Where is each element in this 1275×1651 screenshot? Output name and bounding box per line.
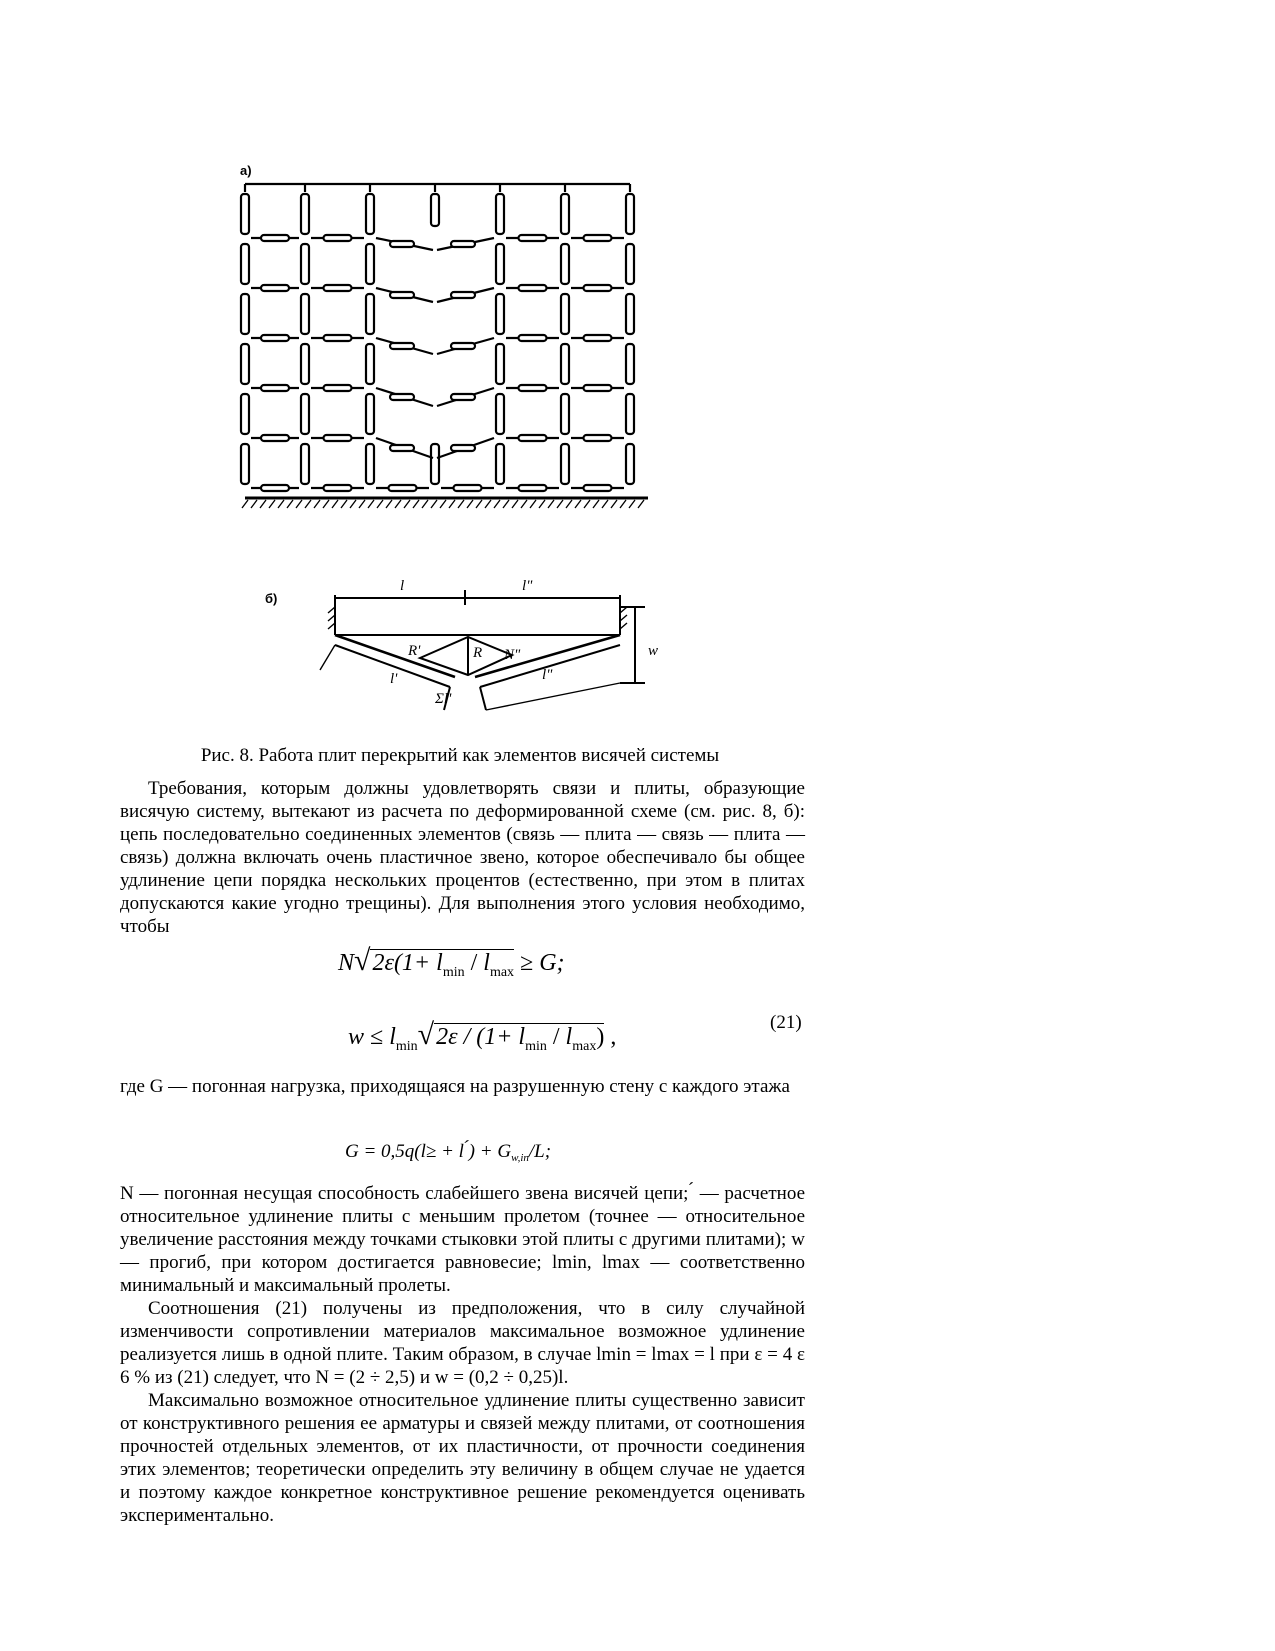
wall-panel [496,294,504,334]
hatch-stroke [422,500,428,508]
slab-joint [324,285,352,291]
sqrt-sign-1: √ [354,944,371,977]
eq2-rad-a: 2ε / (1+ [436,1024,519,1050]
eq2-max-sub: max [572,1039,597,1054]
wall-panel [366,194,374,234]
wall-panel [366,244,374,284]
wall-panel [301,294,309,334]
hatch-stroke [521,500,527,508]
slab-joint [519,385,547,391]
slab-joint [261,335,289,341]
slab-joint [584,285,612,291]
wall-panel [241,444,249,484]
hatch-stroke [593,500,599,508]
eq2-slash: / [546,1024,566,1050]
paragraph-max-elongation: Максимально возможное относительное удлинение плиты существенно зависит от конструктивного решения ее арматуры и связей между плитами, от соотношения прочностей отдельных элементов, от их пластичности, от прочности соединения этих элементов; теоретически определить эту величину в общем случае не удается и поэтому каждое конкретное конструктивное решение рекомендуется оценивать экспериментально. [120,1390,805,1526]
hatch-stroke [467,500,473,508]
hatch-stroke [287,500,293,508]
eq2-min-sub-a: min [395,1039,418,1054]
hatch-stroke [566,500,572,508]
slab-joint [390,241,414,247]
slab-joint [261,285,289,291]
g-formula [345,1141,551,1164]
figure-b [260,575,680,735]
slab-joint [519,285,547,291]
eq2-w: w [348,1024,365,1050]
equation-2 [348,1018,616,1055]
wall-panel [366,444,374,484]
slab-joint [324,435,352,441]
slab-joint [261,385,289,391]
wall-panel [626,444,634,484]
wall-panel [366,294,374,334]
g-formula-b: q(l≥ + l ́) [404,1141,476,1162]
paragraph-requirements: Требования, которым должны удовлетворять связи и плиты, образующие висячую систему, вытекают из расчета по деформированной схеме (см. рис. 8, б): цепь последовательно соединенных элементов (связь — плита — связь — плита — связь) должна включать очень пластичное звено, которое обеспечивало бы общее удлинение цепи порядка нескольких процентов (естественно, при этом в плитах допускаются какие угодно трещины). Для выполнения этого условия необходимо, чтобы [120,778,805,937]
hatch-stroke [350,500,356,508]
eq1-rad-a: 2ε(1+ [372,950,437,976]
eq1-rhs: ≥ G; [514,950,565,976]
hatch-stroke [251,500,257,508]
slab-joint [324,485,352,491]
paragraph-notation: N — погонная несущая способность слабейшего звена висячей цепи; ́ — расчетное относительное удлинение плиты с меньшим пролетом (точнее — относительное увеличение расстояния между точками стыковки этой плиты с другими плитами); w — прогиб, при котором достигается равновесие; lmin, lmax — соответственно минимальный и максимальный пролеты. [120,1183,805,1296]
wall-panel [431,194,439,226]
wall-panel [241,344,249,384]
hatch-stroke [458,500,464,508]
hatch-stroke [584,500,590,508]
figure-caption: Рис. 8. Работа плит перекрытий как элементов висячей системы [200,745,720,766]
hatch-stroke [242,500,248,508]
wall-panel [626,394,634,434]
wall-panel [561,444,569,484]
delta-l-label: Σl' [435,691,452,707]
wall-panel [241,394,249,434]
hatch-stroke [530,500,536,508]
g-formula-a: G = 0,5 [345,1141,405,1162]
dim-w-label: w [648,643,659,659]
hatch-stroke [503,500,509,508]
hatch-stroke [296,500,302,508]
wall-panel [301,244,309,284]
wall-panel [496,344,504,384]
g-formula-sub: w,in [511,1152,529,1164]
hatch-stroke [413,500,419,508]
slab-joint [519,235,547,241]
slab-joint [454,485,482,491]
slab-joint [451,292,475,298]
slab-joint [451,394,475,400]
panel-a-label: а) [240,163,252,178]
slab-joint [519,435,547,441]
hatch-stroke [494,500,500,508]
slab-joint [390,394,414,400]
g-formula-c: + G [475,1141,512,1162]
wall-panel [496,194,504,234]
eq2-l: l [389,1024,396,1050]
wall-panel [626,344,634,384]
eq1-max-sub: max [489,965,515,980]
wall-panel [561,294,569,334]
hatch-stroke [602,500,608,508]
hatch-stroke [440,500,446,508]
hatch-stroke [638,500,644,508]
hatch-stroke [377,500,383,508]
hatch-stroke [305,500,311,508]
eq2-l-max: l [565,1024,573,1050]
hatch-stroke [314,500,320,508]
slab-joint [261,435,289,441]
slab-wall-grid [241,184,634,491]
paragraph-relations: Соотношения (21) получены из предположения, что в силу случайной изменчивости сопротивлении материалов максимальное возможное удлинение реализуется лишь в одной плите. Таким образом, в случае lmin = lmax = l при ε = 4 ε 6 % из (21) следует, что N = (2 ÷ 2,5) и w = (0,2 ÷ 0,25)l. [120,1298,805,1388]
eq2-l-min: l [518,1024,526,1050]
eq2-radicand [434,1023,605,1054]
ground-hatching [242,500,644,508]
hatch-stroke [557,500,563,508]
wall-panel [561,194,569,234]
eq2-close: ) [596,1024,605,1050]
slab-joint [261,485,289,491]
hatch-stroke [332,500,338,508]
eq2-comma: , [604,1024,617,1050]
slab-joint [584,485,612,491]
hatch-stroke [278,500,284,508]
hatch-stroke [512,500,518,508]
slab-joint [324,385,352,391]
hatch-stroke [485,500,491,508]
hatch-stroke [323,500,329,508]
slab-joint [324,335,352,341]
hatch-stroke [476,500,482,508]
g-formula-d: /L; [528,1141,552,1162]
hatch-stroke [575,500,581,508]
slab-joint [584,235,612,241]
paragraph-g-definition: где G — погонная нагрузка, приходящаяся на разрушенную стену с каждого этажа [120,1076,790,1097]
wall-panel [496,444,504,484]
wall-panel [301,394,309,434]
hatch-stroke [269,500,275,508]
slab-joint [584,335,612,341]
eq1-n: N [338,950,355,976]
hatch-stroke [359,500,365,508]
hatch-stroke [548,500,554,508]
slab-joint [390,343,414,349]
hatch-stroke [395,500,401,508]
slab-joint [390,292,414,298]
wall-panel [366,394,374,434]
slab-joint [584,385,612,391]
dim-l-label: l [400,578,405,594]
chain-geometry [320,590,645,710]
wall-panel [496,244,504,284]
hatch-stroke [449,500,455,508]
force-r-label: R [473,645,483,661]
wall-panel [626,194,634,234]
eq1-l-min: l [436,950,443,976]
wall-panel [561,344,569,384]
eq1-l-max: l [483,950,490,976]
equation-number: (21) [770,1012,802,1033]
wall-panel [241,194,249,234]
wall-panel [241,244,249,284]
hatch-stroke [386,500,392,508]
force-r-prime-label: R' [408,643,421,659]
wall-panel [301,344,309,384]
hatch-stroke [611,500,617,508]
equation-1 [338,944,565,981]
wall-panel [561,394,569,434]
wall-panel [626,244,634,284]
wall-panel [301,444,309,484]
wall-panel [496,394,504,434]
eq2-min-sub-b: min [525,1039,547,1054]
hatch-stroke [260,500,266,508]
hatch-stroke [404,500,410,508]
slab-joint [584,435,612,441]
wall-panel [241,294,249,334]
slab-joint [451,343,475,349]
hatch-stroke [620,500,626,508]
figure-a-drawing [230,160,670,520]
figure-a [230,160,670,520]
eq1-slash: / [464,950,484,976]
dim-l-dprime-label: l" [542,667,553,683]
sqrt-sign-2: √ [417,1018,435,1051]
eq1-min-sub: min [442,965,465,980]
wall-panel [301,194,309,234]
slab-joint [451,445,475,451]
slab-joint [261,235,289,241]
hatch-stroke [539,500,545,508]
figure-b-drawing [260,575,680,735]
slab-joint [389,485,417,491]
dim-l-prime-label: l' [390,671,398,687]
dim-l2-label: l" [522,578,533,594]
hatch-stroke [341,500,347,508]
eq2-le: ≤ [364,1024,390,1050]
hatch-stroke [368,500,374,508]
wall-panel [626,294,634,334]
force-n2-label: N" [504,647,521,663]
slab-joint [390,445,414,451]
hatch-stroke [431,500,437,508]
wall-panel [431,444,439,484]
panel-b-label: б) [265,591,278,606]
wall-panel [561,244,569,284]
slab-joint [519,485,547,491]
hatch-stroke [629,500,635,508]
slab-joint [451,241,475,247]
wall-panel [366,344,374,384]
eq1-radicand [370,949,515,980]
slab-joint [324,235,352,241]
slab-joint [519,335,547,341]
